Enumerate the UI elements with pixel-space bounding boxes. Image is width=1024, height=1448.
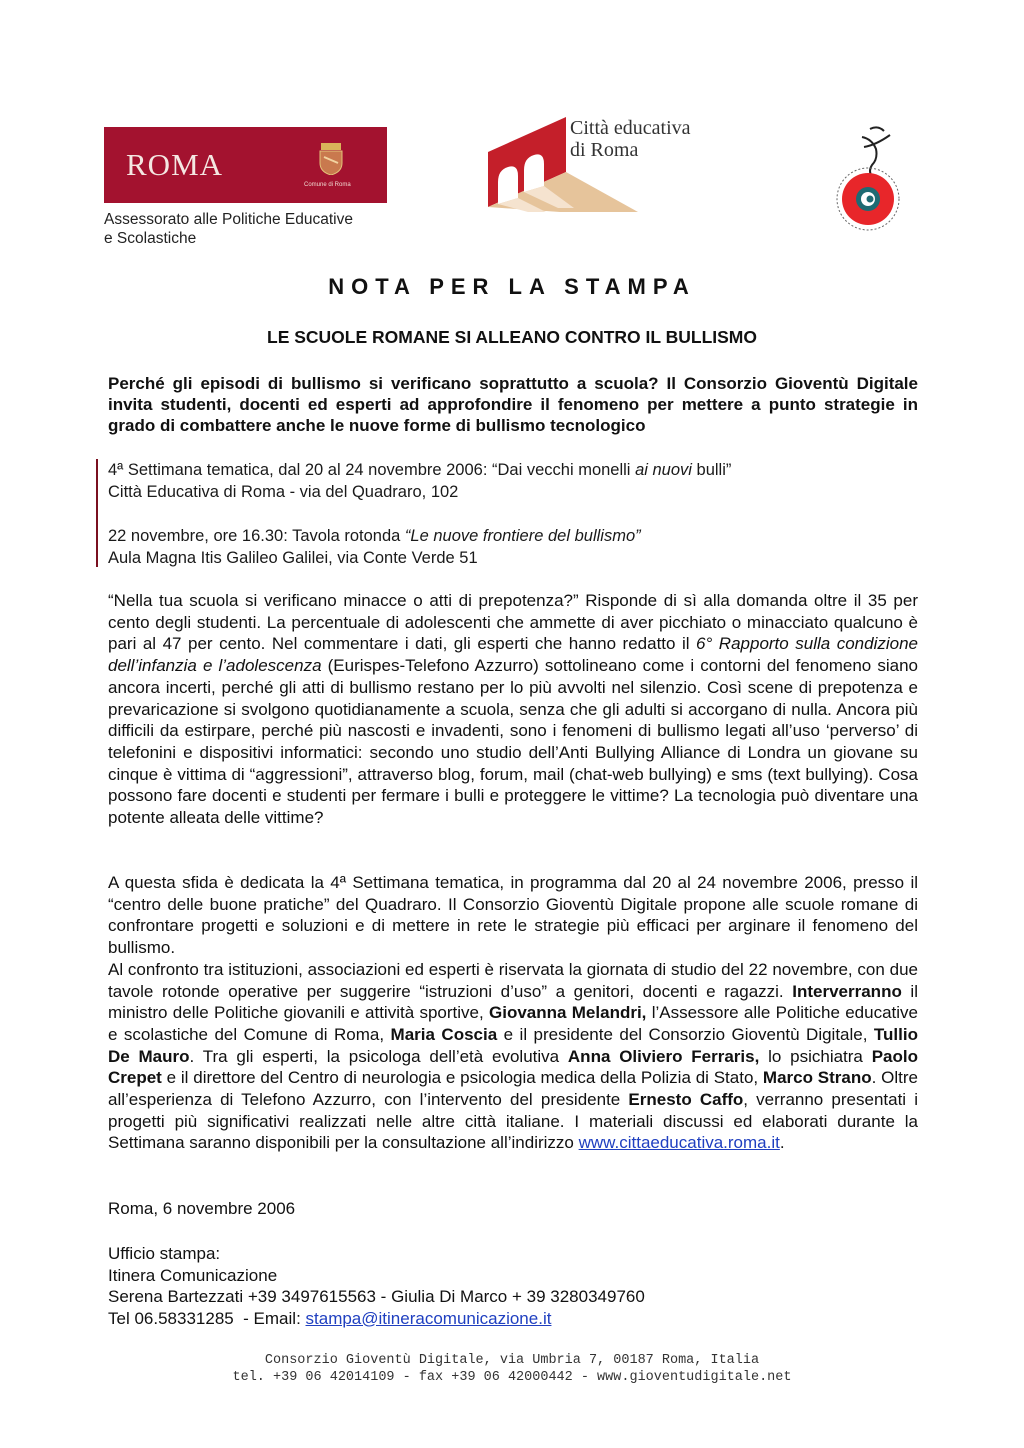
footer-contacts: tel. +39 06 42014109 - fax +39 06 42000442 - www.gioventudigitale.net <box>232 1370 792 1385</box>
p3-bold-name: Marco Strano <box>762 1068 872 1088</box>
roma-logo-word: ROMA <box>126 147 224 182</box>
event-line-3-italic: “Le nuove frontiere del bullismo” <box>404 527 641 545</box>
citta-educativa-logo-text <box>570 117 691 161</box>
p3-text: . <box>779 1133 785 1153</box>
event-line-1-end: bulli” <box>691 461 732 479</box>
event-info-box <box>96 459 731 567</box>
event-line-3-text: 22 novembre, ore 16.30: Tavola rotonda <box>108 527 405 545</box>
p3-bold-name: Maria Coscia <box>390 1024 498 1044</box>
assessorato-line-1: Assessorato alle Politiche Educative <box>104 211 353 228</box>
press-email-link[interactable]: stampa@itineracomunicazione.it <box>305 1308 552 1328</box>
event-line-4: Aula Magna Itis Galileo Galilei, via Conte Verde 51 <box>108 549 478 567</box>
p3-text: Al confronto tra istituzioni, associazioni ed esperti è riservata la giornata di studio del 22 novembre, con due tavole rotonde operative per suggerire “istruzioni d’uso” a genitori, docenti e ragazzi. <box>108 959 918 1001</box>
contacts-tel: Tel 06.58331285 - Email: <box>108 1308 306 1328</box>
p3-bold-name: Tullio De Mauro <box>108 1024 918 1066</box>
event-line-3 <box>108 525 731 547</box>
p3-text: e il direttore del Centro di neurologia e psicologia medica della Polizia di Stato, <box>161 1068 763 1088</box>
page-footer <box>0 1352 1024 1386</box>
p3-text: l’Assessore alle Politiche educative e scolastiche del Comune di Roma, <box>108 1003 918 1044</box>
roma-logo <box>104 127 387 203</box>
contacts-agency: Itinera Comunicazione <box>108 1265 278 1285</box>
body-paragraph-3 <box>108 959 918 1154</box>
footer-address: Consorzio Gioventù Digitale, via Umbria 7, 00187 Roma, Italia <box>264 1353 760 1368</box>
event-line-1 <box>108 459 731 481</box>
lead-paragraph: Perché gli episodi di bullismo si verificano soprattutto a scuola? Il Consorzio Gioventù Digitale invita studenti, docenti ed esperti ad approfondire il fenomeno per mettere a punto strategie in grado di combattere anche le nuove forme di bullismo tecnologico <box>108 374 918 435</box>
event-line-1-text: 4ª Settimana tematica, dal 20 al 24 novembre 2006: “Dai vecchi monelli <box>108 461 636 479</box>
p3-text: e il presidente del Consorzio Gioventù Digitale, <box>497 1024 874 1044</box>
citta-logo-line-2: di Roma <box>570 139 639 161</box>
body-paragraph-1 <box>108 590 918 829</box>
roma-logo-subtitle: Comune di Roma <box>304 182 351 188</box>
p2-text: A questa sfida è dedicata la 4ª Settimana tematica, in programma dal 20 al 24 novembre 2006, presso il “centro delle buone pratiche” del Quadraro. Il Consorzio Gioventù Digitale propone alle scuole romane di confrontare progetti e soluzioni e di mettere in rete le strategie più efficaci per arginare il fenomeno del bullismo. <box>108 873 918 958</box>
p3-bold-name: Ernesto Caffo <box>628 1090 744 1110</box>
roma-crest-icon <box>318 143 344 175</box>
press-office-contacts <box>108 1243 645 1329</box>
citta-educativa-link[interactable]: www.cittaeducativa.roma.it <box>578 1133 780 1153</box>
contacts-tel-email <box>108 1308 645 1330</box>
citta-logo-line-1: Città educativa <box>570 117 691 139</box>
p3-text: lo psichiatra <box>759 1046 872 1066</box>
body-paragraph-2 <box>108 872 918 1154</box>
p3-bold-name: Anna Oliviero Ferraris, <box>567 1046 760 1066</box>
p3-text: . Tra gli esperti, la psicologa dell’età evolutiva <box>189 1046 568 1066</box>
p1-text-b: (Eurispes-Telefono Azzurro) sottolineano come i contorni del fenomeno siano ancora incerti, perché gli atti di bullismo restano per lo più avvolti nel silenzio. Così scene di prepotenza e prevaricazione si svolgono quotidianamente a scuola, senza che gli adulti si accorgano di nulla. Ancora più difficili da estirpare, perché più nascosti e invadenti, sono i fenomeni di bullismo legati all’uso ‘perverso’ di telefonini e dispositivi informatici: secondo uno studio dell’Anti Bullying Alliance di Londra un giovane su cinque è vittima di “aggressioni”, attraverso blog, forum, mail (chat-web bullying) e sms (text bullying). Cosa possono fare docenti e studenti per fermare i bulli e proteggere le vittime? La tecnologia può diventare una potente alleata delle vittime? <box>108 656 918 828</box>
dateline: Roma, 6 novembre 2006 <box>108 1199 296 1218</box>
contacts-phones: Serena Bartezzati +39 3497615563 - Giulia Di Marco + 39 3280349760 <box>108 1287 645 1306</box>
event-line-2: Città Educativa di Roma - via del Quadraro, 102 <box>108 483 459 501</box>
assessorato-label <box>104 210 353 248</box>
contacts-heading: Ufficio stampa: <box>108 1244 221 1263</box>
headline: LE SCUOLE ROMANE SI ALLEANO CONTRO IL BULLISMO <box>267 327 757 347</box>
p3-text: il ministro delle Politiche giovanili e attività sportive, <box>108 981 918 1023</box>
p3-bold-name: Paolo Crepet <box>108 1046 918 1088</box>
assessorato-line-2: e Scolastiche <box>104 230 197 247</box>
p1-report-title: 6° Rapporto sulla condizione dell’infanzia e l’adolescenza <box>108 634 918 676</box>
p3-text: , verranno presentati i progetti più significativi realizzati nelle altre città italiane. I materiali discussi ed elaborati durante la Settimana saranno disponibili per la consultazione all’indirizzo <box>108 1090 919 1153</box>
consorzio-gioventu-digitale-logo-icon <box>832 125 902 231</box>
event-line-1-italic: ai nuovi <box>635 461 692 479</box>
page-title: NOTA PER LA STAMPA <box>328 274 696 299</box>
p3-bold-name: Giovanna Melandri, <box>489 1003 647 1023</box>
p1-text-a: “Nella tua scuola si verificano minacce o atti di prepotenza?” Risponde di sì alla domanda oltre il 35 per cento degli studenti. La percentuale di adolescenti che ammette di aver picchiato o minacciato qualcuno è pari al 47 per cento. Nel commentare i dati, gli esperti che hanno redatto il <box>108 591 918 654</box>
p3-text: . Oltre all’esperienza di Telefono Azzurro, con l’intervento del presidente <box>108 1068 918 1110</box>
p3-bold: Interverranno <box>792 981 902 1001</box>
